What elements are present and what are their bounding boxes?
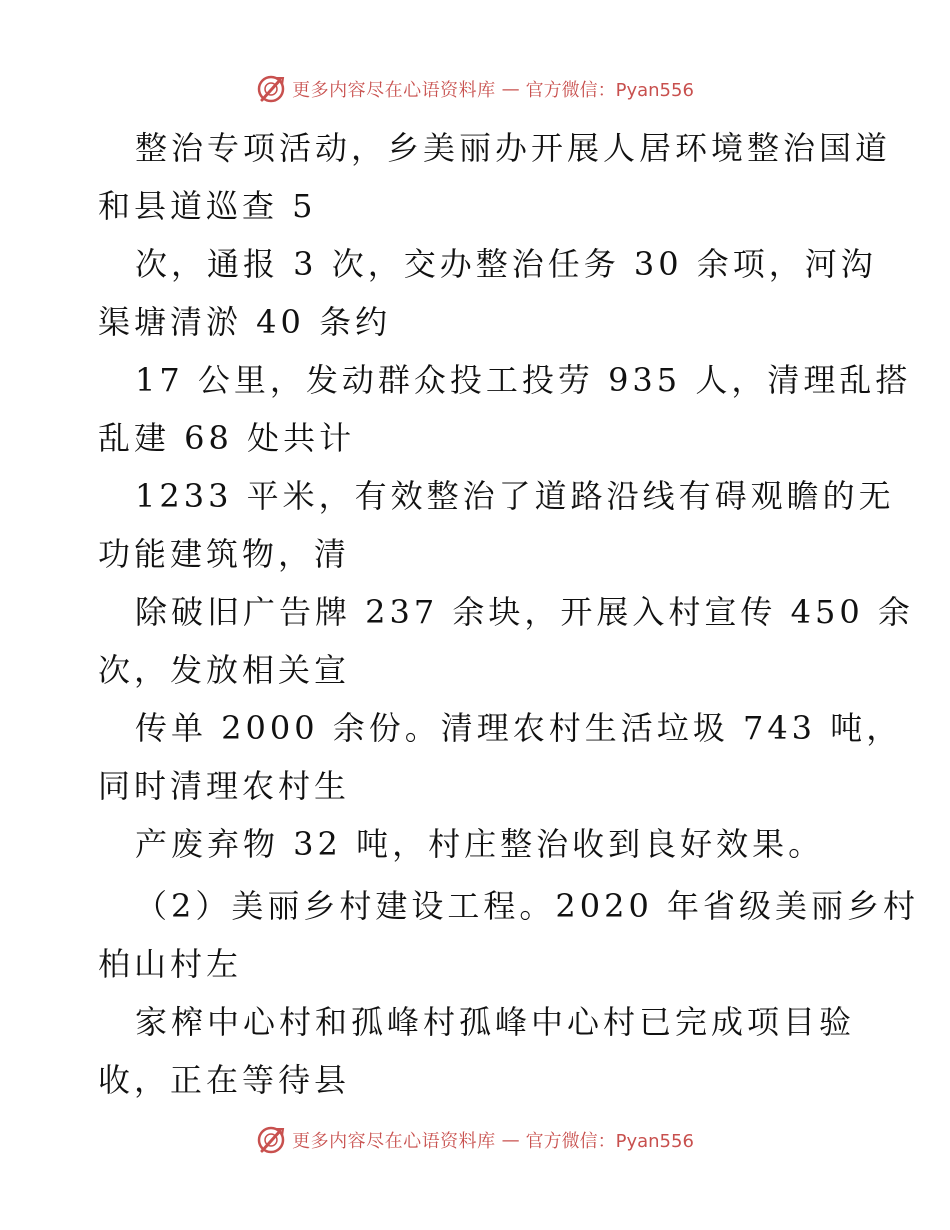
watermark-dash: —	[501, 78, 520, 100]
watermark-brand: 更多内容尽在心语资料库	[292, 1131, 496, 1152]
text-line: （2）美丽乡村建设工程。2020 年省级美丽乡村	[135, 887, 919, 925]
text-line: 整治专项活动，乡美丽办开展人居环境整治国道	[135, 129, 892, 167]
watermark-footer	[0, 1123, 950, 1157]
text-line: 传单 2000 余份。清理农村生活垃圾 743 吨，	[135, 709, 903, 747]
text-line: 1233 平米，有效整治了道路沿线有碍观瞻的无	[135, 477, 895, 515]
text-line: 同时清理农村生	[98, 767, 351, 805]
brand-logo-icon	[256, 1125, 286, 1155]
text-line: 渠塘清淤 40 条约	[98, 303, 392, 341]
watermark-header	[0, 72, 950, 106]
text-line: 产废弃物 32 吨，村庄整治收到良好效果。	[135, 825, 825, 863]
text-line: 除破旧广告牌 237 余块，开展入村宣传 450 余	[135, 593, 914, 631]
text-line: 次，通报 3 次，交办整治任务 30 余项，河沟	[135, 245, 877, 283]
text-line: 家榨中心村和孤峰村孤峰中心村已完成项目验	[135, 1003, 856, 1041]
text-line: 和县道巡查 5	[98, 187, 317, 225]
text-line: 次，发放相关宣	[98, 651, 351, 689]
text-line: 17 公里，发动群众投工投劳 935 人，清理乱搭	[135, 361, 912, 399]
text-line: 乱建 68 处共计	[98, 419, 356, 457]
watermark-contact: 官方微信：Pyan556	[525, 80, 694, 101]
text-line: 功能建筑物，清	[98, 535, 351, 573]
watermark-dash: —	[501, 1129, 520, 1151]
watermark-contact: 官方微信：Pyan556	[525, 1131, 694, 1152]
text-line: 收，正在等待县	[98, 1061, 351, 1099]
text-line: 柏山村左	[98, 945, 243, 983]
brand-logo-icon	[256, 74, 286, 104]
watermark-brand: 更多内容尽在心语资料库	[292, 80, 496, 101]
